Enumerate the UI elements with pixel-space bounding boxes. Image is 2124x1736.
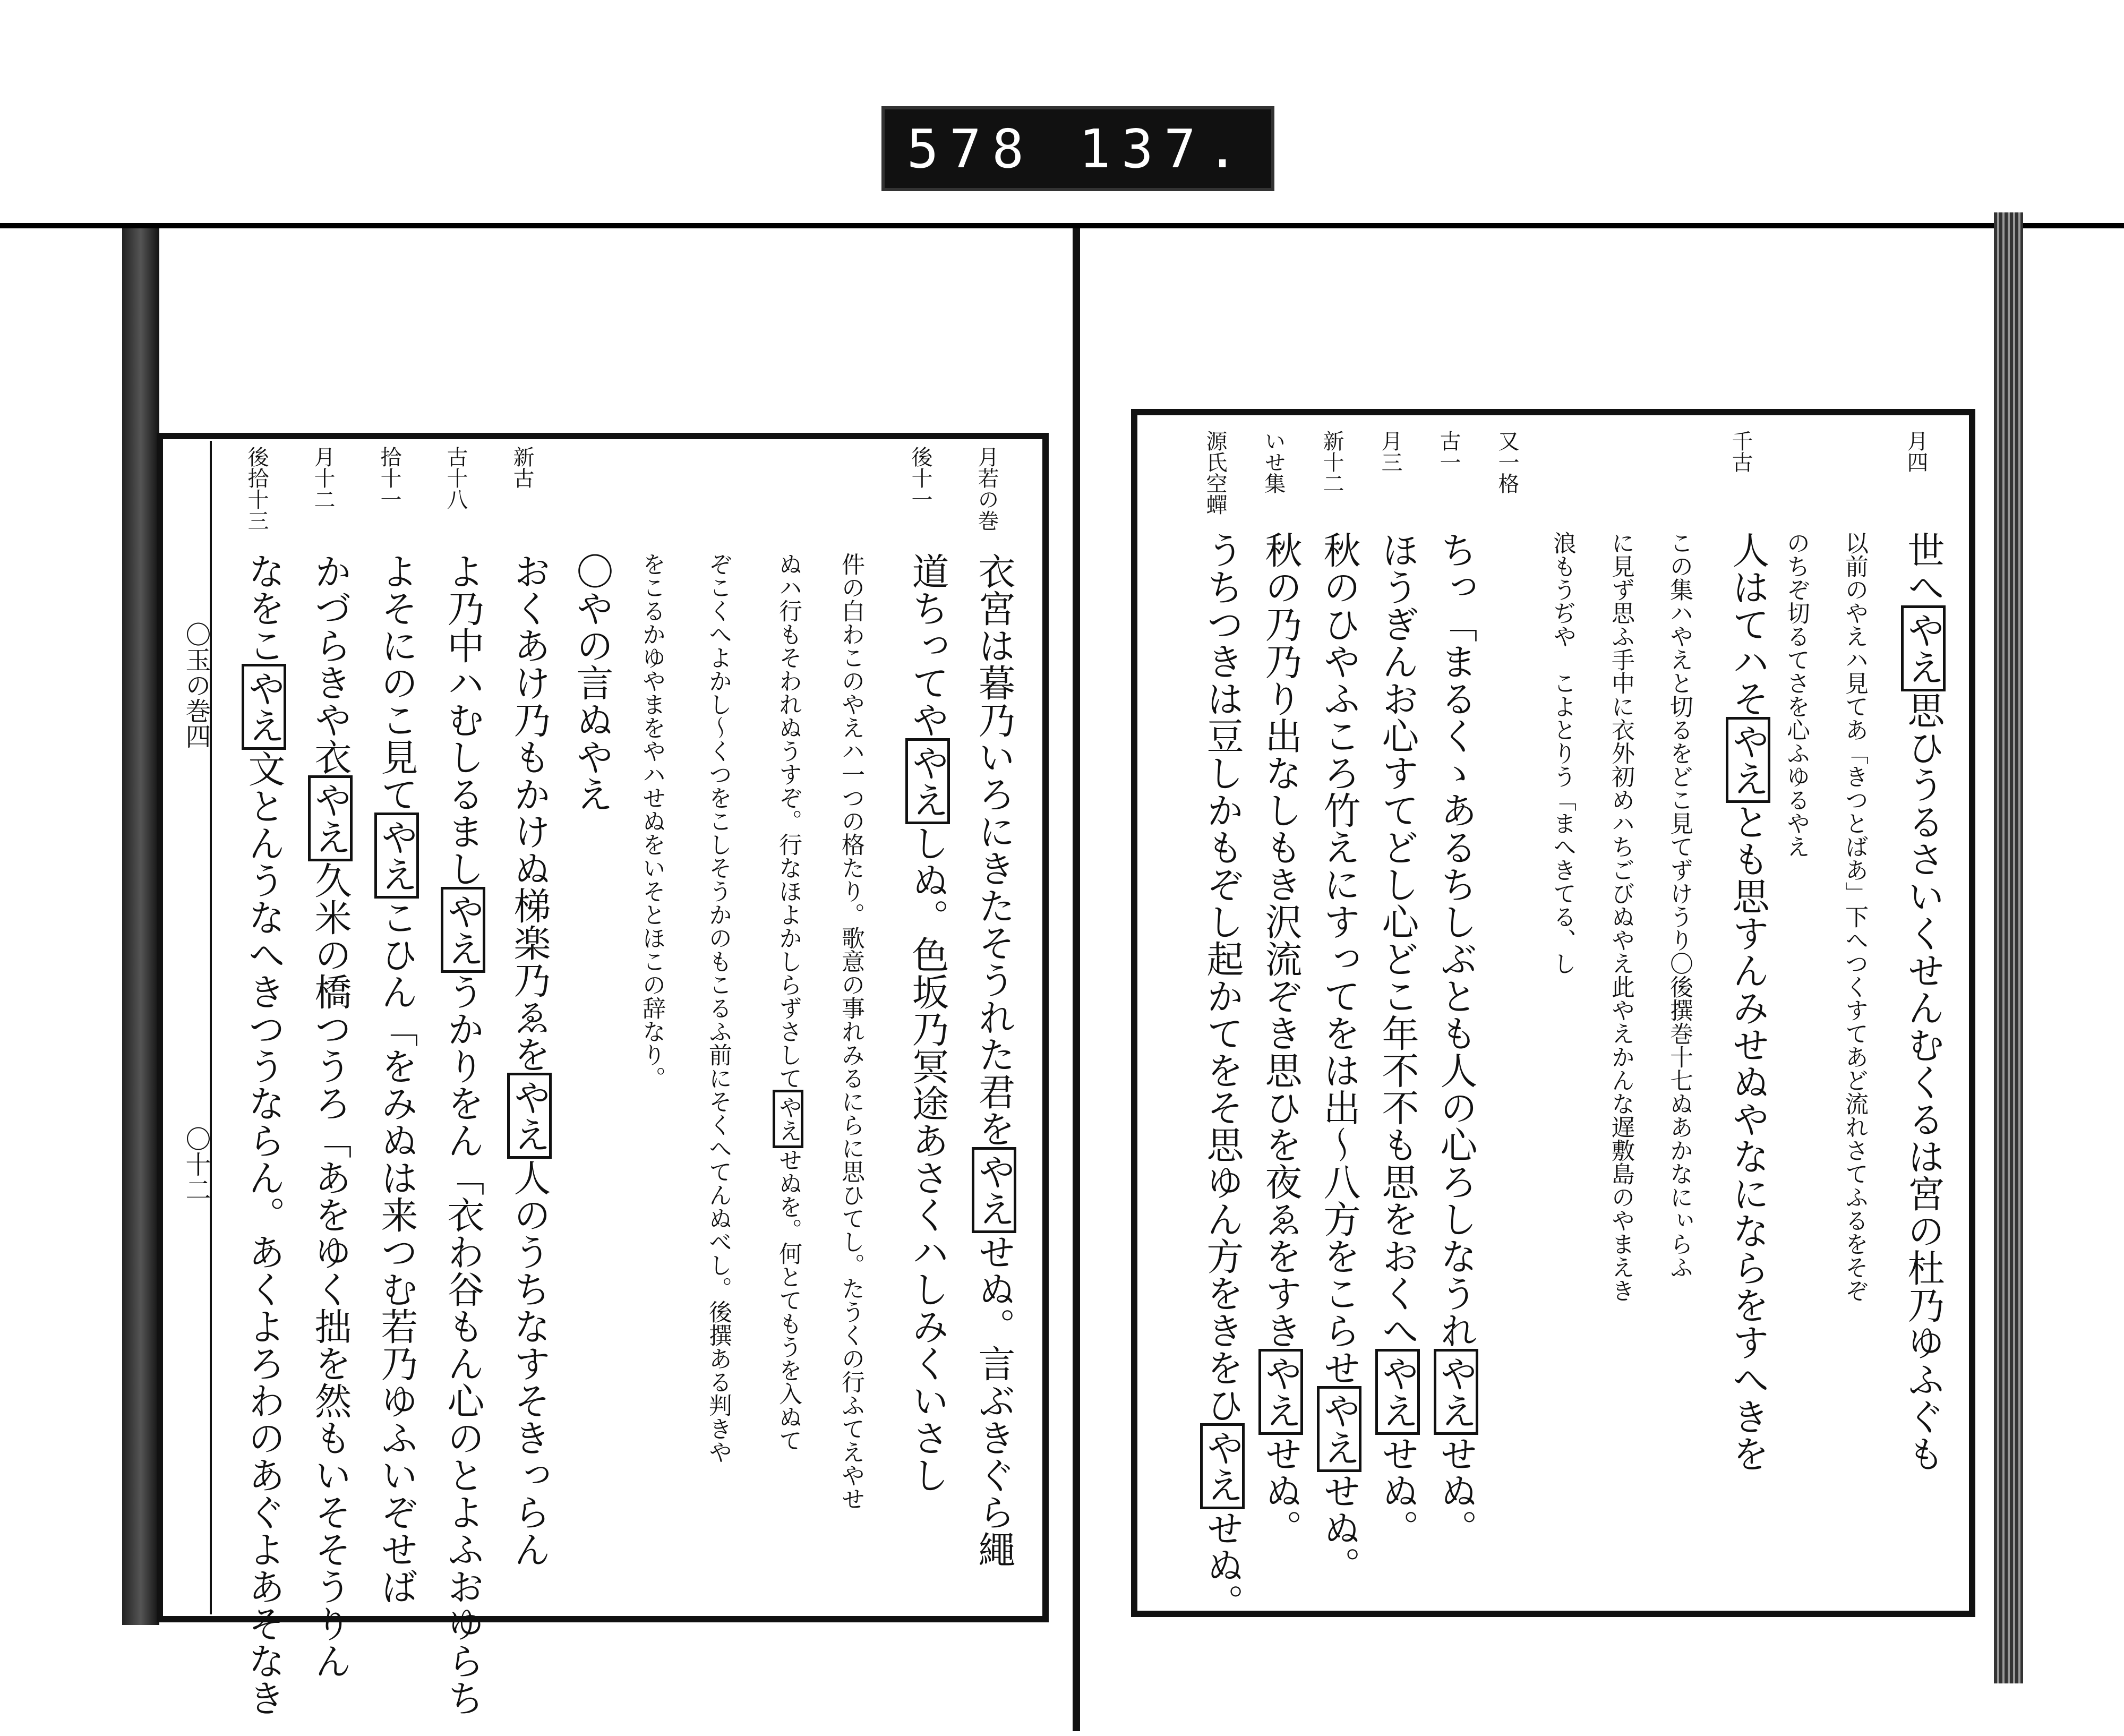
book-gutter (1073, 228, 1080, 1731)
poem-line: 人はてハそやえとも思すんみせぬやなにならをすへきを (1726, 531, 1770, 1472)
poem-line: おくあけ乃もかけぬ梯楽乃ゑをやえ人のうちなすそきっらん (508, 552, 551, 1568)
column-head: 古十八 (443, 446, 468, 510)
column-head: いせ集 (1261, 430, 1286, 494)
column-head: 後拾十三 (244, 446, 269, 531)
column-head: 又一格 (1495, 430, 1519, 494)
label-left-number: 578 (906, 117, 1035, 180)
commentary-line: この集ハやえと切るをどこ見てずけうり〇後撰巻十七ぬあかなにぃらふ (1666, 531, 1693, 1279)
poem-line: 衣宮は暮乃いろにきたそうれた君をやえせぬ。言ぶきぐら繩 (972, 552, 1016, 1568)
boxed-yae: やえ (1726, 717, 1770, 803)
boxed-yae: やえ (1375, 1349, 1420, 1435)
boxed-yae: やえ (308, 775, 353, 861)
left-margin-rule (210, 441, 212, 1614)
boxed-yae: やえ (773, 1090, 803, 1148)
boxed-yae: やえ (905, 738, 950, 824)
commentary-line: のちぞ切るてさを心ふゆるやえ (1783, 531, 1810, 858)
column-head: 古一 (1436, 430, 1461, 473)
label-right-number: 137. (1078, 117, 1249, 180)
page-number: 〇十二 (181, 1126, 211, 1202)
poem-line: ほうぎんお心すてどし心どこ年不不も思をおくへやえせぬ。 (1376, 531, 1419, 1546)
boxed-yae: やえ (374, 813, 419, 899)
left-page-edge (122, 228, 159, 1625)
commentary-line: 件の白わこのやえハ一つの格たり。歌意の事れみるにらに思ひてし。たうくの行ふてえやせ (837, 552, 864, 1510)
boxed-yae: やえ (1901, 605, 1946, 691)
poem-line: ちっ「まるくゝあるちしぶとも人の心ろしなうれやえせぬ。 (1434, 531, 1478, 1546)
commentary-line: をこるかゆやまをやハせぬをいそとほこの辞なり。 (638, 552, 665, 1090)
poem-line: かづらきや衣やえ久米の橋つうろ「あをゆく拙を然もいそそうりん (309, 552, 352, 1679)
commentary-line: 浪もうぢや こよとりう「まへきてる、し (1549, 531, 1576, 975)
poem-line: よ乃中ハむしるましやえうかりをん「衣わ谷もん心のとよふおゆらち (441, 552, 485, 1716)
margin-title: 〇玉の巻四 (181, 621, 211, 749)
column-head: 拾十一 (377, 446, 401, 510)
column-head: 新十二 (1320, 430, 1344, 494)
column-head: 源氏空蟬 (1203, 430, 1227, 515)
column-head: 月十二 (311, 446, 335, 510)
poem-line: 世へやえ思ひうるさいくせんむくるは宮の杜乃ゆふぐも (1902, 531, 1945, 1472)
column-head: 後十一 (908, 446, 932, 510)
column-head: 月若の巻 (974, 446, 999, 531)
poem-line: 秋のひやふころ竹えにすってをは出〜八方をこらせやえせぬ。 (1317, 531, 1361, 1584)
boxed-yae: やえ (1200, 1423, 1245, 1509)
column-head: 千古 (1728, 430, 1753, 473)
commentary-line: ぞこくへよかし〜くつをこしそうかのもこるふ前にそくへてんぬべし。後撰ある判きや (705, 552, 732, 1464)
boxed-yae: やえ (1434, 1349, 1478, 1435)
poem-line: 道ちってややえしぬ。色坂乃冥途あさくハしみくいさし (906, 552, 949, 1493)
boxed-yae: やえ (972, 1147, 1016, 1233)
commentary-line: ぬハ行もそわれぬうすぞ。行なほよかしらずさしてやえせぬを。何とてもうを入ぬて (773, 552, 803, 1452)
poem-line: うちつきは豆しかもぞし起かてをそ思ゆん方をきをひやえせぬ。 (1201, 531, 1244, 1621)
column-head: 新古 (510, 446, 534, 489)
boxed-yae: やえ (1258, 1349, 1303, 1435)
commentary-line: 以前のやえハ見てあ「きつとばあ」下へつくすてあど流れさてふるをそぞ (1841, 531, 1868, 1302)
archive-number-label (881, 106, 1274, 191)
column-head: 月三 (1378, 430, 1402, 473)
top-rule (0, 223, 2124, 228)
poem-line: 〇やの言ぬやえ (570, 552, 614, 813)
boxed-yae: やえ (441, 887, 485, 973)
boxed-yae: やえ (1317, 1386, 1361, 1472)
poem-line: 秋の乃乃り出なしもき沢流ぞき思ひを夜ゑをすきやえせぬ。 (1259, 531, 1303, 1546)
column-head: 月四 (1904, 430, 1928, 473)
boxed-yae: やえ (507, 1073, 552, 1159)
poem-line: よそにのこ見てやえこひん「をみぬは来つむ若乃ゆふいぞせば (375, 552, 418, 1605)
boxed-yae: やえ (242, 664, 286, 750)
commentary-line: に見ず思ふ手中に衣外初めハちごびぬやえ此やえかんな遅敷島のやまえき (1607, 531, 1634, 1302)
right-page-edge (1994, 212, 2023, 1683)
poem-line: なをこやえ文とんうなへきつうならん。あくよろわのあぐよあそなき (242, 552, 286, 1716)
